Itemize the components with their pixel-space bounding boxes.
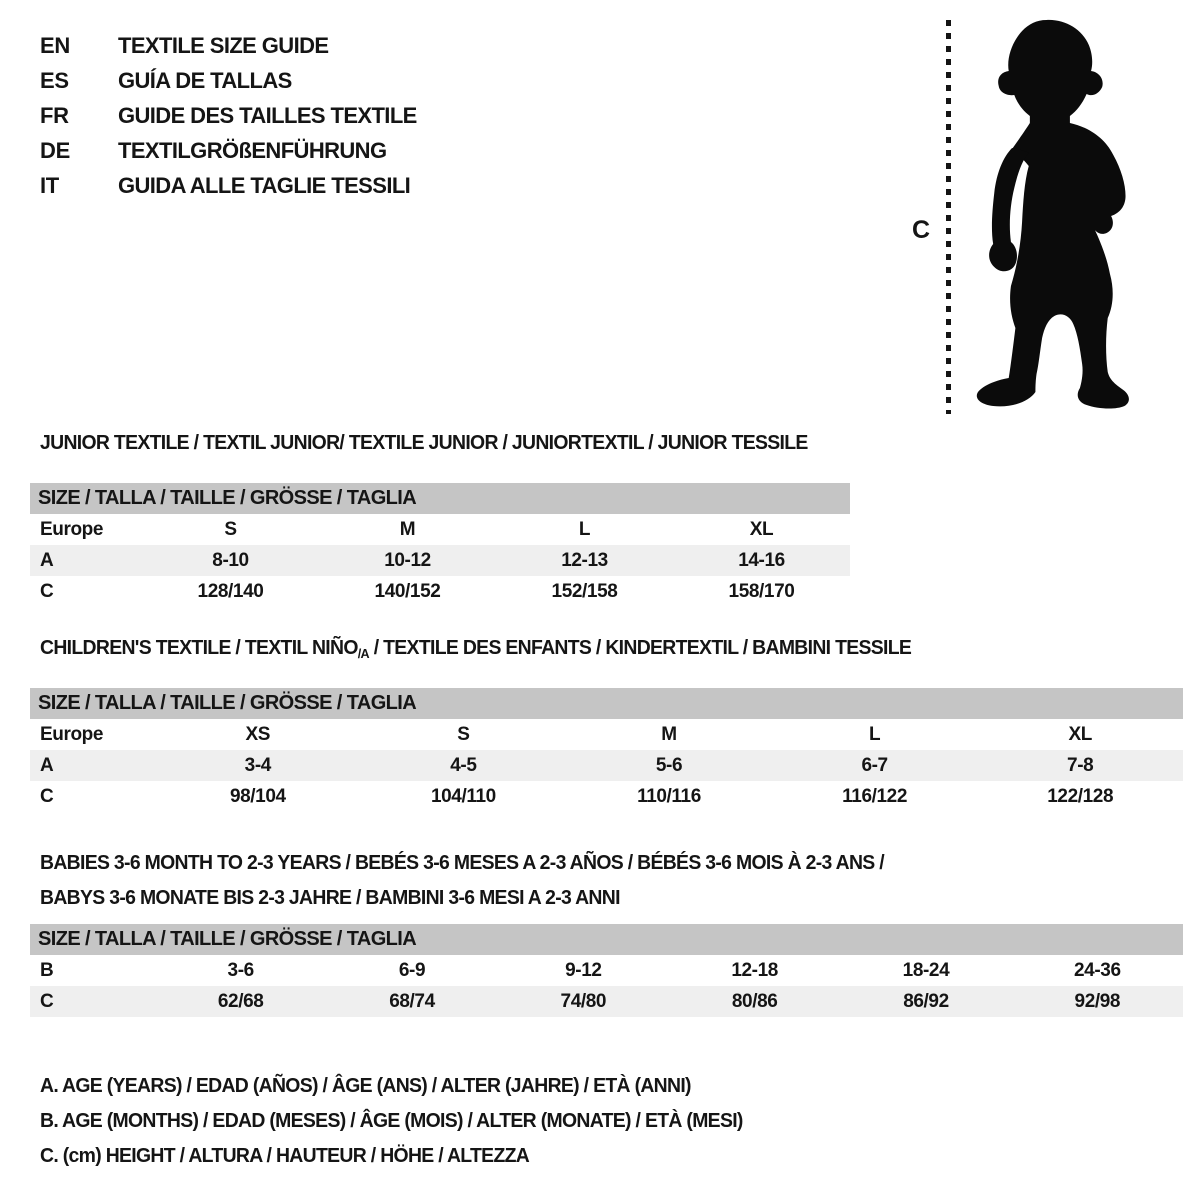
size-table-header: SIZE / TALLA / TAILLE / GRÖSSE / TAGLIA — [30, 924, 1183, 955]
language-code: ES — [40, 67, 69, 93]
row-label: Europe — [40, 518, 104, 540]
size-cell: 74/80 — [560, 990, 607, 1012]
table-row — [30, 750, 1183, 781]
size-cell: 10-12 — [384, 549, 431, 571]
babies-title-line2: BABYS 3-6 MONATE BIS 2-3 JAHRE / BAMBINI 3-6 MESI A 2-3 ANNI — [40, 887, 620, 909]
guide-title: GUIDA ALLE TAGLIE TESSILI — [118, 172, 411, 198]
size-cell: L — [578, 518, 591, 540]
table-row — [30, 986, 1183, 1017]
junior-size-table — [30, 483, 850, 607]
babies-section-title — [40, 846, 884, 916]
size-cell: 128/140 — [197, 580, 264, 602]
guide-title: TEXTILGRÖßENFÜHRUNG — [118, 137, 387, 163]
children-size-table — [30, 688, 1183, 812]
size-cell: 110/116 — [637, 785, 701, 807]
size-cell: 80/86 — [731, 990, 778, 1012]
row-label: C — [40, 580, 54, 602]
size-cell: 9-12 — [565, 959, 602, 981]
footnote-age-months: B. AGE (MONTHS) / EDAD (MESES) / ÂGE (MOIS) / ALTER (MONATE) / ETÀ (MESI) — [40, 1110, 743, 1132]
row-label: A — [40, 549, 54, 571]
children-section-title — [40, 637, 911, 661]
language-row — [40, 98, 417, 133]
size-cell: 8-10 — [212, 549, 249, 571]
size-cell: 5-6 — [655, 754, 683, 776]
babies-title-line1: BABIES 3-6 MONTH TO 2-3 YEARS / BEBÉS 3-6 MESES A 2-3 AÑOS / BÉBÉS 3-6 MOIS À 2-3 ANS / — [40, 852, 884, 874]
size-cell: S — [224, 518, 237, 540]
size-cell: XS — [245, 723, 271, 745]
size-table-header: SIZE / TALLA / TAILLE / GRÖSSE / TAGLIA — [30, 483, 850, 514]
size-cell: 86/92 — [903, 990, 949, 1012]
size-cell: 116/122 — [842, 785, 907, 807]
size-cell: XL — [1068, 723, 1092, 745]
size-cell: 12-18 — [731, 959, 778, 981]
language-code: FR — [40, 102, 69, 128]
size-cell: 152/158 — [551, 580, 618, 602]
row-label: Europe — [40, 723, 104, 745]
size-cell: M — [661, 723, 677, 745]
size-cell: 14-16 — [738, 549, 785, 571]
table-row — [30, 719, 1183, 750]
row-label: C — [40, 785, 54, 807]
footnote-age-years: A. AGE (YEARS) / EDAD (AÑOS) / ÂGE (ANS) / ALTER (JAHRE) / ETÀ (ANNI) — [40, 1075, 691, 1097]
size-cell: M — [399, 518, 416, 540]
row-label: B — [40, 959, 54, 981]
footnote-height-cm: C. (cm) HEIGHT / ALTURA / HAUTEUR / HÖHE / ALTEZZA — [40, 1145, 530, 1167]
guide-title: GUIDE DES TAILLES TEXTILE — [118, 102, 417, 128]
language-title-list — [40, 28, 417, 203]
size-cell: 3-6 — [227, 959, 254, 981]
language-row — [40, 168, 417, 203]
size-cell: S — [457, 723, 470, 745]
size-cell: 18-24 — [902, 959, 950, 981]
table-row — [30, 781, 1183, 812]
table-row — [30, 545, 850, 576]
toddler-silhouette-icon — [962, 16, 1140, 416]
size-cell: XL — [749, 518, 774, 540]
height-measure-label: C — [912, 216, 931, 244]
size-cell: 158/170 — [728, 580, 795, 602]
language-row — [40, 28, 417, 63]
language-code: IT — [40, 172, 59, 198]
guide-title: TEXTILE SIZE GUIDE — [118, 32, 329, 58]
row-label: A — [40, 754, 54, 776]
size-cell: 140/152 — [374, 580, 441, 602]
size-cell: 62/68 — [217, 990, 264, 1012]
children-title-post: / TEXTILE DES ENFANTS / KINDERTEXTIL / BAMBINI TESSILE — [368, 637, 912, 659]
table-row — [30, 955, 1183, 986]
size-cell: 7-8 — [1067, 754, 1094, 776]
language-code: DE — [40, 137, 70, 163]
row-label: C — [40, 990, 54, 1012]
language-code: EN — [40, 32, 70, 58]
size-cell: 98/104 — [229, 785, 286, 807]
size-cell: 104/110 — [430, 785, 496, 807]
size-cell: 24-36 — [1074, 959, 1121, 981]
table-row — [30, 514, 850, 545]
size-cell: 3-4 — [244, 754, 271, 776]
size-table-header: SIZE / TALLA / TAILLE / GRÖSSE / TAGLIA — [30, 688, 1183, 719]
language-row — [40, 63, 417, 98]
size-cell: 6-9 — [398, 959, 426, 981]
size-cell: 4-5 — [450, 754, 477, 776]
height-measure-dashed-line — [946, 20, 951, 414]
babies-size-table — [30, 924, 1183, 1017]
language-row — [40, 133, 417, 168]
size-cell: 68/74 — [389, 990, 435, 1012]
size-cell: L — [868, 723, 881, 745]
junior-section-title: JUNIOR TEXTILE / TEXTIL JUNIOR/ TEXTILE JUNIOR / JUNIORTEXTIL / JUNIOR TESSILE — [40, 432, 808, 454]
size-cell: 12-13 — [561, 549, 608, 571]
footnote-legend — [40, 1069, 764, 1174]
size-cell: 92/98 — [1074, 990, 1121, 1012]
children-title-pre: CHILDREN'S TEXTILE / TEXTIL NIÑO — [40, 637, 358, 659]
table-row — [30, 576, 850, 607]
children-title-subscript: /A — [357, 646, 369, 661]
size-cell: 122/128 — [1047, 785, 1114, 807]
guide-title: GUÍA DE TALLAS — [118, 67, 292, 93]
size-cell: 6-7 — [861, 754, 888, 776]
